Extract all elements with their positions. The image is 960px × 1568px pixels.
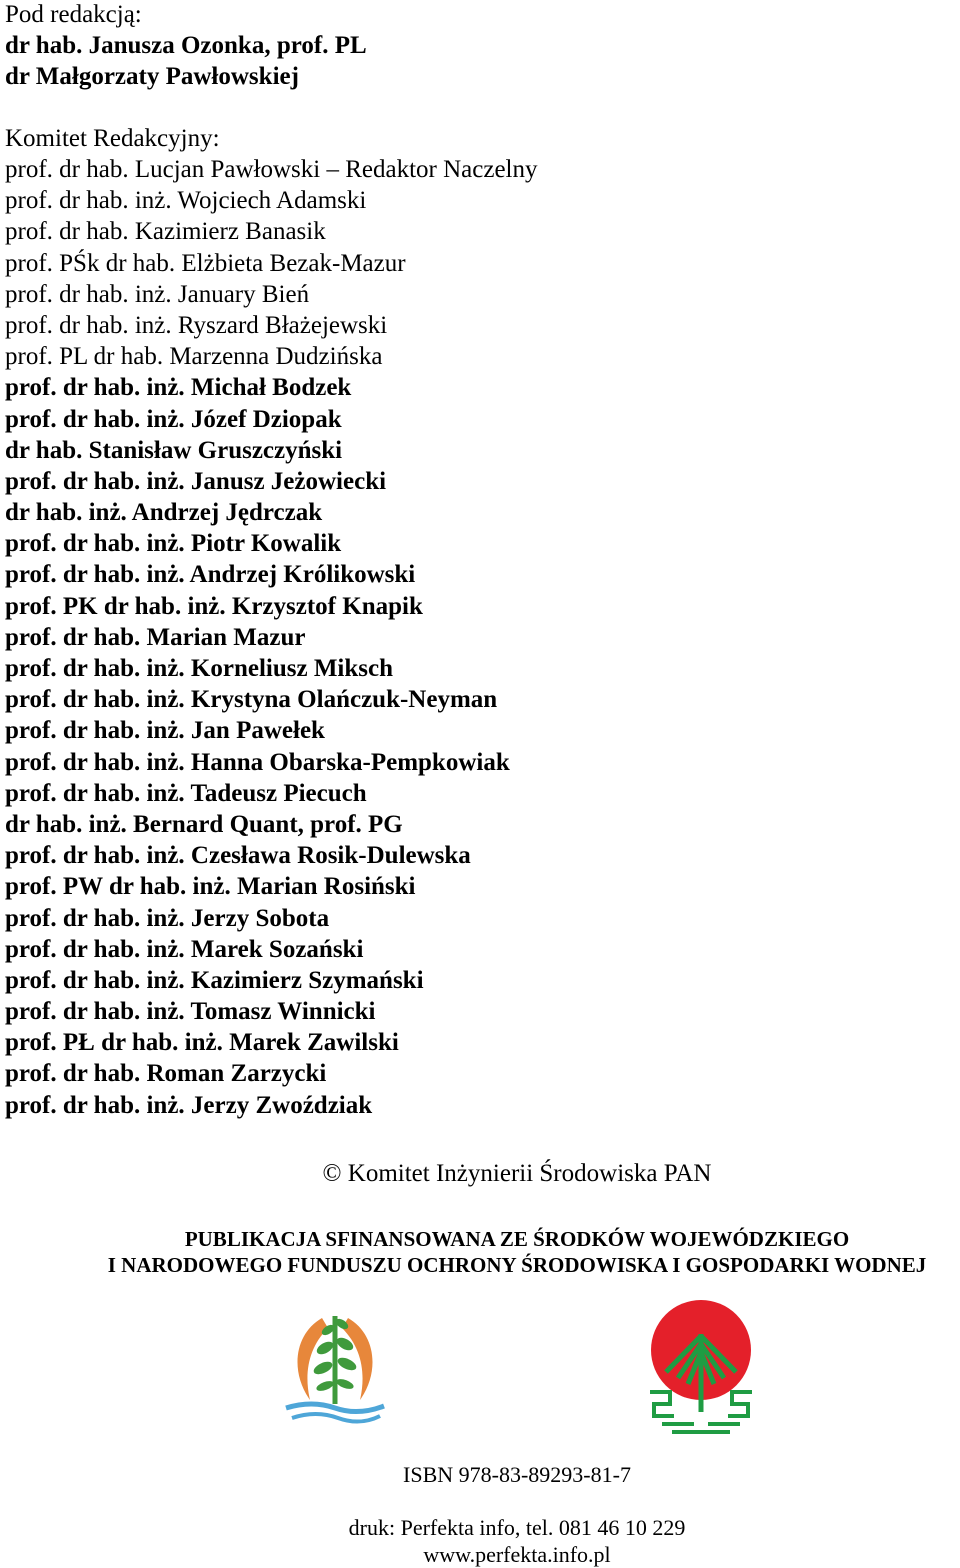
committee-member: prof. dr hab. inż. Jan Pawełek bbox=[5, 717, 325, 745]
water-wave bbox=[292, 1414, 380, 1422]
committee-member: prof. dr hab. inż. Tadeusz Piecuch bbox=[5, 779, 367, 807]
committee-member: prof. PŁ dr hab. inż. Marek Zawilski bbox=[5, 1029, 399, 1057]
committee-member: prof. dr hab. Kazimierz Banasik bbox=[5, 218, 326, 246]
committee-member: prof. dr hab. inż. Marek Sozański bbox=[5, 935, 364, 963]
committee-member: prof. dr hab. Roman Zarzycki bbox=[5, 1060, 327, 1088]
committee-member: prof. dr hab. inż. Czesława Rosik-Dulewska bbox=[5, 842, 471, 870]
committee-member: prof. dr hab. Marian Mazur bbox=[5, 623, 306, 651]
plant-leaf bbox=[315, 1379, 335, 1393]
committee-member: prof. PW dr hab. inż. Marian Rosiński bbox=[5, 873, 416, 901]
editors-heading: Pod redakcją: bbox=[5, 1, 142, 28]
committee-member: dr hab. inż. Andrzej Jędrczak bbox=[5, 499, 323, 527]
committee-member: prof. dr hab. inż. Ryszard Błażejewski bbox=[5, 311, 388, 339]
plant-leaf bbox=[336, 1355, 358, 1373]
committee-member: prof. dr hab. inż. Józef Dziopak bbox=[5, 405, 342, 433]
committee-member: prof. dr hab. inż. Piotr Kowalik bbox=[5, 530, 342, 558]
editor-name: dr hab. Janusza Ozonka, prof. PL bbox=[5, 32, 367, 59]
isbn-number: ISBN 978-83-89293-81-7 bbox=[403, 1462, 631, 1487]
committee-heading: Komitet Redakcyjny: bbox=[5, 125, 220, 152]
plant-leaf bbox=[312, 1359, 334, 1377]
water-wave bbox=[286, 1404, 384, 1412]
committee-member: prof. dr hab. inż. Michał Bodzek bbox=[5, 374, 352, 402]
plant-water-logo-icon bbox=[282, 1300, 388, 1430]
committee-member: prof. dr hab. inż. January Bień bbox=[5, 280, 310, 308]
committee-member: prof. dr hab. inż. Krystyna Olańczuk-Neyman bbox=[5, 686, 498, 714]
committee-member: prof. dr hab. Lucjan Pawłowski – Redaktor Naczelny bbox=[5, 156, 538, 183]
committee-member: prof. dr hab. inż. Korneliusz Miksch bbox=[5, 655, 394, 682]
copyright-notice: © Komitet Inżynierii Środowiska PAN bbox=[322, 1160, 712, 1187]
committee-member: dr hab. inż. Bernard Quant, prof. PG bbox=[5, 810, 403, 838]
committee-member: dr hab. Stanisław Gruszczyński bbox=[5, 436, 343, 464]
committee-member: prof. PŚk dr hab. Elżbieta Bezak-Mazur bbox=[5, 249, 406, 277]
committee-member: prof. dr hab. inż. Wojciech Adamski bbox=[5, 187, 367, 215]
plant-leaf bbox=[335, 1377, 355, 1391]
printer-website: www.perfekta.info.pl bbox=[423, 1542, 611, 1567]
committee-member: prof. dr hab. inż. Kazimierz Szymański bbox=[5, 966, 424, 994]
committee-member: prof. dr hab. inż. Jerzy Zwoździak bbox=[5, 1091, 373, 1119]
committee-member: prof. dr hab. inż. Janusz Jeżowiecki bbox=[5, 467, 387, 495]
plant-leaf bbox=[315, 1339, 336, 1357]
committee-member: prof. PK dr hab. inż. Krzysztof Knapik bbox=[5, 592, 423, 620]
committee-member: prof. dr hab. inż. Hanna Obarska-Pempkowiak bbox=[5, 748, 510, 776]
printer-info: druk: Perfekta info, tel. 081 46 10 229 bbox=[348, 1515, 686, 1540]
committee-member: prof. PL dr hab. Marzenna Dudzińska bbox=[5, 343, 383, 371]
committee-member: prof. dr hab. inż. Tomasz Winnicki bbox=[5, 998, 376, 1026]
committee-member: prof. dr hab. inż. Andrzej Królikowski bbox=[5, 561, 416, 589]
red-circle-tree-logo-icon bbox=[642, 1300, 760, 1438]
funding-statement bbox=[0, 1226, 960, 1278]
editor-name: dr Małgorzaty Pawłowskiej bbox=[5, 63, 299, 90]
committee-member: prof. dr hab. inż. Jerzy Sobota bbox=[5, 904, 330, 932]
funding-line: PUBLIKACJA SFINANSOWANA ZE ŚRODKÓW WOJEWÓDZKIEGO bbox=[184, 1227, 850, 1251]
committee-member-list bbox=[5, 157, 537, 1124]
funding-line: I NARODOWEGO FUNDUSZU OCHRONY ŚRODOWISKA I GOSPODARKI WODNEJ bbox=[107, 1253, 927, 1277]
